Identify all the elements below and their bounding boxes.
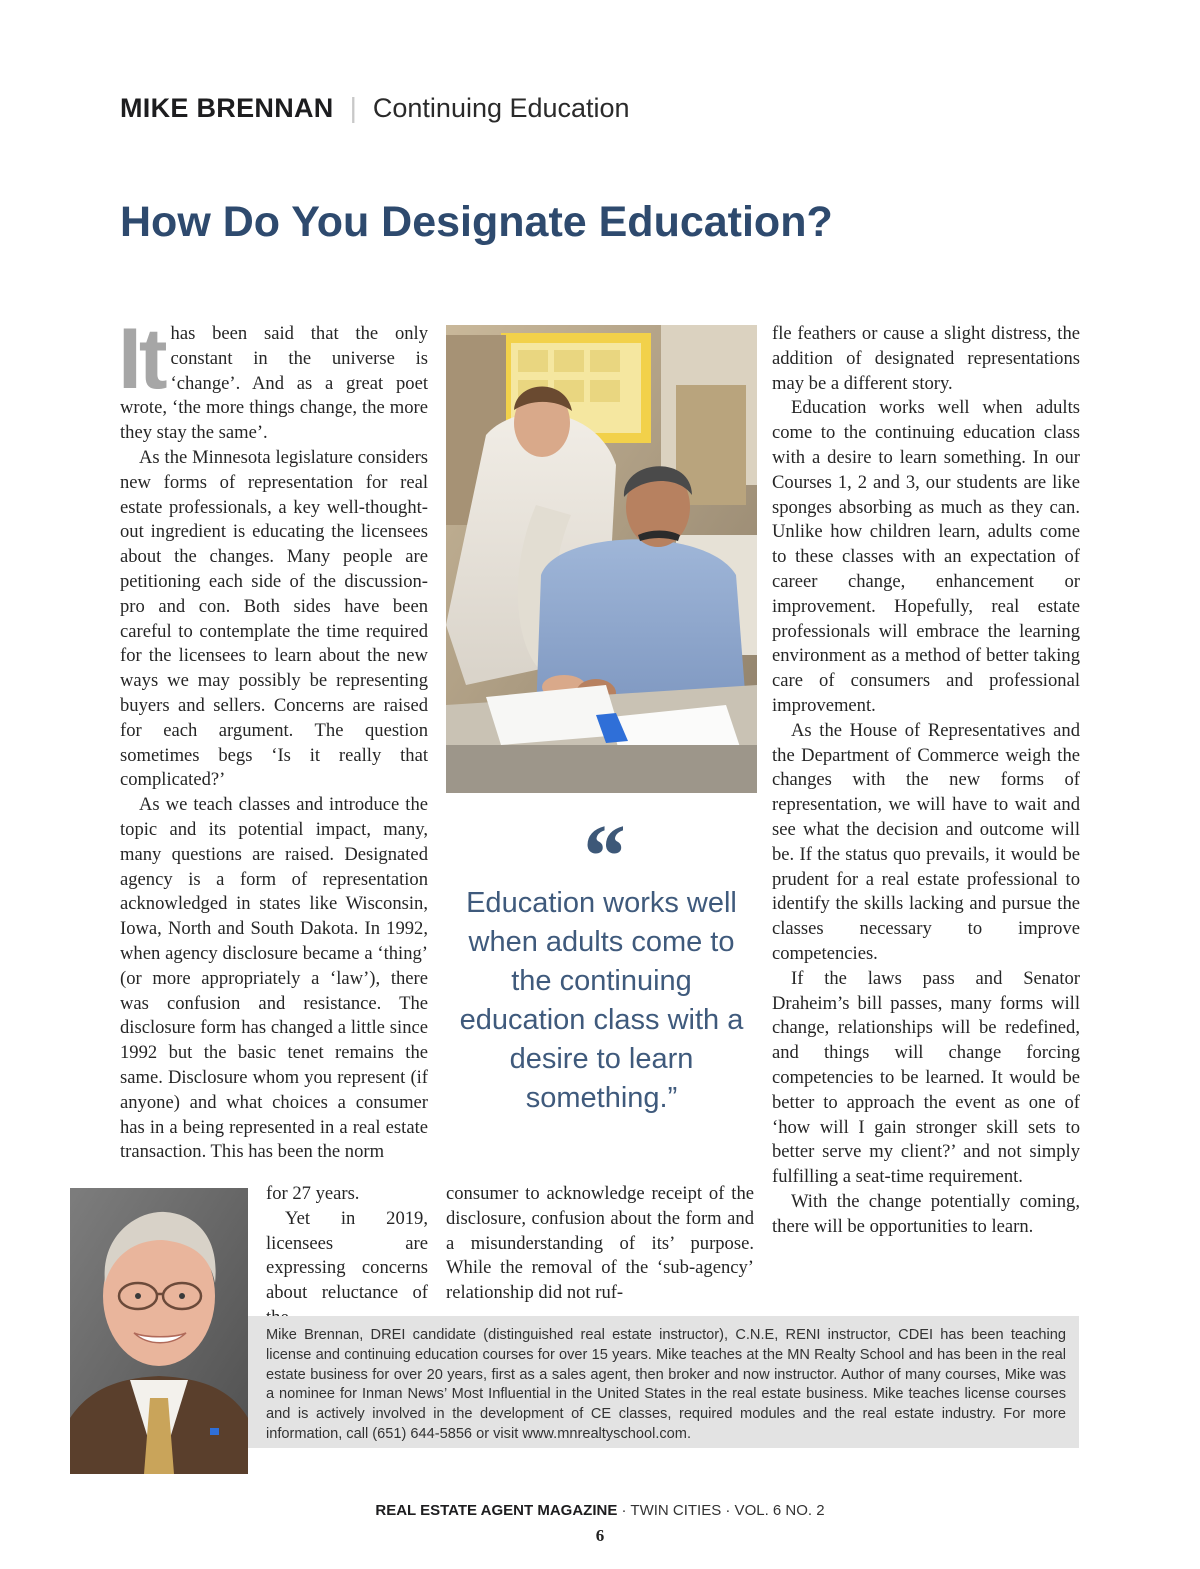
classroom-photo xyxy=(446,325,757,793)
page-footer xyxy=(0,1502,1200,1519)
paragraph: As the Minnesota legislature considers new forms of representation for real estate professionals, a key well-thought-out ingredient is educating the licensees about the changes. Many people are petitioning each side of the discussion-pro and con. Both sides have been careful to contemplate the time required for the licensees to learn about the new ways we may possibly be representing buyers and sellers. Concerns are raised for each argument. The question sometimes begs ‘Is it really that complicated?’ xyxy=(120,446,428,791)
author-headshot xyxy=(70,1188,248,1474)
article-column-1 xyxy=(118,311,428,1165)
magazine-name: REAL ESTATE AGENT MAGAZINE xyxy=(375,1502,618,1519)
paragraph: consumer to acknowledge receipt of the disclosure, confusion about the form and a misunderstanding of its’ purpose. While the removal of the ‘sub-agency’ relationship did not ruf- xyxy=(446,1183,754,1304)
author-bio: Mike Brennan, DREI candidate (distinguished real estate instructor), C.N.E, RENI instructor, CDEI has been teaching license and continuing education courses for over 15 years. Mike teaches at the MN Realty School and has been in the real estate business for over 20 years, first as a sales agent, then broker and now instructor. Author of many courses, Mike was a nominee for Inman News’ Most Influential in the United States in the real estate business. Mike teaches license courses and is actively involved in the development of CE classes, required modules and the real estate industry. For more information, call (651) 644-5856 or visit www.mnrealtyschool.com. xyxy=(266,1327,1066,1442)
paragraph: Yet in 2019, licensees are expressing concerns about reluctance of xyxy=(266,1207,428,1304)
page-number: 6 xyxy=(595,1526,605,1545)
drop-cap: It xyxy=(118,311,165,407)
section-name: Continuing Education xyxy=(372,92,630,123)
article-column-3 xyxy=(772,322,1080,1239)
header-separator: | xyxy=(349,92,357,123)
paragraph: With the change potentially coming, there will be opportunities to learn. xyxy=(772,1190,1080,1237)
paragraph: As we teach classes and introduce the topic and its potential impact, many, many questions are raised. Designated agency is a form of representation acknowledged in states like Wisconsin, Iowa, North and South Dakota. In 1992, when agency disclosure became a ‘thing’ (or more appropriately a ‘law’), there was confusion and resistance. The disclosure form has changed a little since 1992 but the basic tenet remains the same. Disclosure whom you represent (if anyone) and what choices a consumer has in a being represented in a real estate transaction. This has been the norm xyxy=(120,794,428,1163)
issue-details: · TWIN CITIES · VOL. 6 NO. 2 xyxy=(617,1502,825,1519)
paragraph: As the House of Representatives and the Department of Commerce weigh the changes with the new forms of representation, we will have to wait and see what the decision and outcome will be. If the status quo prevails, it would be prudent for a real estate professional to identify the skills lacking and pursue the classes necessary to improve competencies. xyxy=(772,719,1080,964)
article-column-2 xyxy=(446,1182,754,1306)
paragraph: fle feathers or cause a slight distress, the addition of designated representations may be a different story. xyxy=(772,323,1080,394)
paragraph: Education works well when adults come to the continuing education class with a desire to learn something. In our Courses 1, 2 and 3, our students are like sponges absorbing as much as they can. Unlike how children learn, adults come to these classes with an expectation of career change, enhancement or improvement. Hopefully, real estate professionals will embrace the learning environment as a method of better taking care of consumers and professional improvement. xyxy=(772,397,1080,716)
article-title: How Do You Designate Education? xyxy=(120,198,833,246)
pull-quote: Education works well when adults come to the continuing education class with a desire to learn something.” xyxy=(459,887,744,1114)
paragraph: has been said that the only constant in the universe is ‘change’. And as a great poet wrote, ‘the more things change, the more they stay the same’. xyxy=(120,323,428,444)
paragraph: for 27 years. xyxy=(266,1183,360,1204)
quote-mark-icon: “ xyxy=(579,807,624,906)
paragraph: If the laws pass and Senator Draheim’s bill passes, many forms will change, relationships will be redefined, and things will change forcing competencies to be learned. It would be better to approach the event as one of ‘how will I gain stronger skill sets to better serve my client?’ and not simply fulfilling a seat-time requirement. xyxy=(772,967,1080,1188)
author-name: MIKE BRENNAN xyxy=(120,92,334,123)
page-header xyxy=(120,92,630,124)
